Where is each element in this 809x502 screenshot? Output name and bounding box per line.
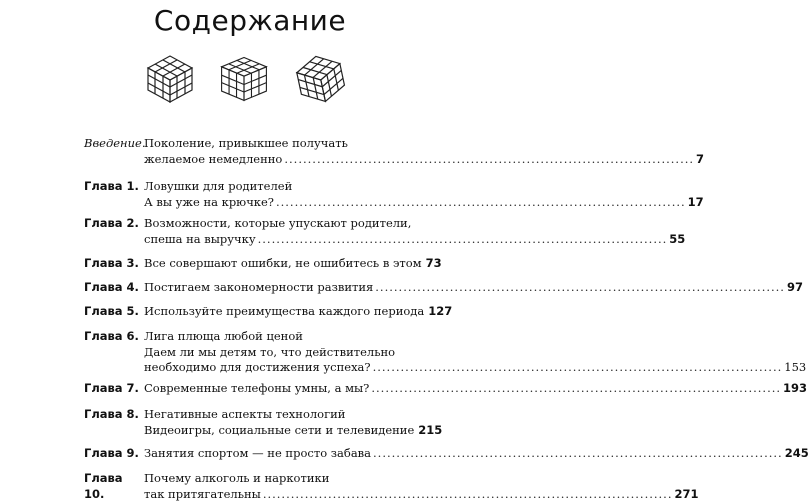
dot-leader: ........................................................................................ [375,280,785,296]
entry-title-line: Возможности, которые упускают родители, [144,216,414,232]
rubiks-cube-icon [290,46,350,106]
entry-label: Глава 3. [84,256,142,272]
dot-leader: ........................................................................................ [258,232,668,248]
entry-label: Глава 7. [84,381,142,397]
entry-page-number: 97 [787,280,803,296]
entry-title-line: Занятия спортом — не просто забава [144,446,371,462]
entry-label: Глава 1. [84,179,142,195]
entry-page-number: 153 [784,360,806,376]
entry-label: Глава 4. [84,280,142,296]
entry-title-line: спеша на выручку [144,232,256,248]
rubiks-cube-icon [140,46,200,106]
dot-leader: ........................................................................................ [373,446,783,462]
entry-page-number: 73 [426,256,442,272]
entry-label: Глава 2. [84,216,142,232]
entry-title-line: Используйте преимущества каждого периода [144,304,424,320]
entry-title-line: Поколение, привыкшее получать [144,136,414,152]
entry-page-number: 127 [428,304,452,320]
entry-label: Глава 8. [84,407,142,423]
entry-title-line: Ловушки для родителей [144,179,414,195]
entry-page-number: 17 [688,195,704,211]
entry-title-line: А вы уже на крючке? [144,195,274,211]
entry-page-number: 215 [418,423,442,439]
entry-label: Глава 9. [84,446,142,462]
entry-label: Введение. [84,136,142,152]
entry-title-line: Современные телефоны умны, а мы? [144,381,369,397]
entry-label: Глава 10. [84,471,142,502]
entry-page-number: 55 [669,232,685,248]
dot-leader: ........................................................................................ [284,152,694,168]
entry-label: Глава 6. [84,329,142,345]
cube-illustrations [0,46,500,108]
dot-leader: ........................................................................................ [373,360,783,376]
entry-label: Глава 5. [84,304,142,320]
entry-page-number: 7 [696,152,704,168]
dot-leader: ........................................................................................ [263,487,673,502]
rubiks-cube-icon [216,50,272,106]
entry-title-line: желаемое немедленно [144,152,282,168]
entry-title-line: Лига плюща любой ценой [144,329,414,345]
entry-title-line: необходимо для достижения успеха? [144,360,371,376]
dot-leader: ........................................................................................ [276,195,686,211]
entry-page-number: 245 [785,446,809,462]
page-title: Содержание [0,4,500,37]
entry-title-line: так притягательны [144,487,261,502]
entry-title-line: Все совершают ошибки, не ошибитесь в этом [144,256,422,272]
entry-page-number: 271 [675,487,699,502]
entry-title-line: Почему алкоголь и наркотики [144,471,414,487]
entry-page-number: 193 [783,381,807,397]
entry-title-line: Негативные аспекты технологий [144,407,414,423]
dot-leader: ........................................................................................ [371,381,781,397]
entry-title-line: Даем ли мы детям то, что действительно [144,345,414,361]
entry-title-line: Видеоигры, социальные сети и телевидение [144,423,414,439]
entry-title-line: Постигаем закономерности развития [144,280,373,296]
